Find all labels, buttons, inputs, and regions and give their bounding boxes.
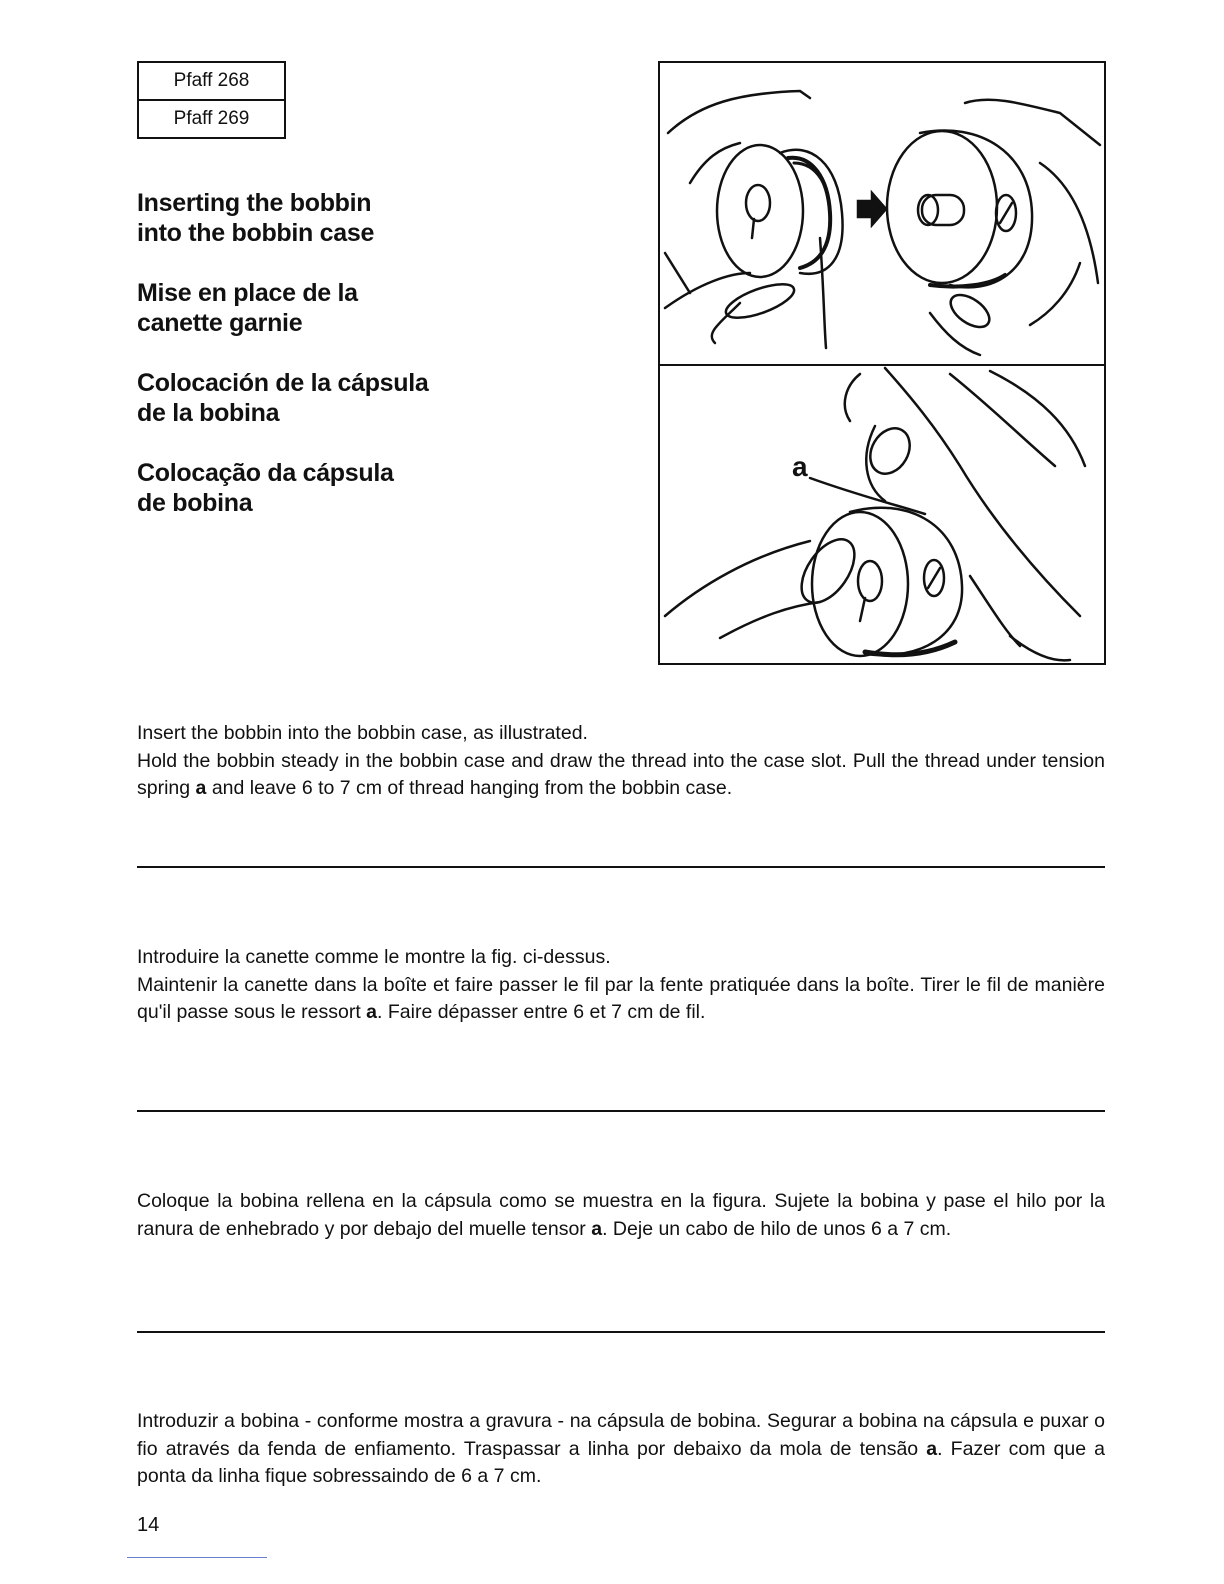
thread-tension-illustration [660, 366, 1104, 663]
heading-spanish: Colocación de la cápsula de la bobina [137, 369, 429, 427]
model-label-269: Pfaff 269 [139, 99, 284, 137]
english-spring-ref: a [195, 777, 207, 799]
divider-rule-2 [137, 1110, 1105, 1112]
bobbin-illustration [658, 61, 1106, 665]
english-line-2: Hold the bobbin steady in the bobbin case and draw the thread into the case slot. Pull the thread under tension spring [137, 749, 1105, 799]
spanish-text: Coloque la bobina rellena en la cápsula como se muestra en la figura. Sujete la bobina y pase el hilo por la ranura de enhebrado y por debajo del muelle tensor [137, 1190, 1105, 1240]
page-number: 14 [137, 1514, 160, 1536]
footer-line [127, 1557, 267, 1558]
spanish-instructions [137, 1188, 1105, 1243]
portuguese-instructions [137, 1408, 1105, 1491]
spanish-text-end: . Deje un cabo de hilo de unos 6 a 7 cm. [602, 1217, 952, 1240]
portuguese-text: Introduzir a bobina - conforme mostra a gravura - na cápsula de bobina. Segurar a bobina na cápsula e puxar o fio através da fenda de enfiamento. Traspassar a linha por debaixo da mola de tensão [137, 1410, 1105, 1460]
french-spring-ref: a [366, 1001, 378, 1023]
french-instructions [137, 944, 1105, 1027]
bobbin-insert-illustration [660, 63, 1104, 364]
heading-english: Inserting the bobbin into the bobbin case [137, 189, 375, 247]
model-label-268: Pfaff 268 [173, 70, 250, 91]
model-label-box [137, 61, 286, 139]
spanish-spring-ref: a [591, 1217, 603, 1240]
portuguese-spring-ref: a [926, 1437, 938, 1460]
spring-label-a: a [792, 451, 808, 482]
english-line-1: Insert the bobbin into the bobbin case, as illustrated. [137, 722, 588, 744]
divider-rule-3 [137, 1331, 1105, 1333]
english-instructions [137, 720, 1105, 803]
portuguese-text-end: . Fazer com que a ponta da linha fique sobressaindo de 6 a 7 cm. [137, 1437, 1106, 1487]
heading-french: Mise en place de la canette garnie [137, 279, 358, 337]
heading-portuguese: Colocação da cápsula de bobina [137, 459, 394, 517]
english-line-2-end: and leave 6 to 7 cm of thread hanging from the bobbin case. [211, 777, 733, 799]
divider-rule-1 [137, 866, 1105, 868]
french-line-1: Introduire la canette comme le montre la fig. ci-dessus. [137, 946, 611, 968]
french-line-2: Maintenir la canette dans la boîte et faire passer le fil par la fente pratiquée dans la boîte. Tirer le fil de manière qu'il passe sous le ressort [137, 973, 1105, 1023]
section-headings [137, 188, 617, 548]
french-line-2-end: . Faire dépasser entre 6 et 7 cm de fil. [377, 1001, 706, 1023]
